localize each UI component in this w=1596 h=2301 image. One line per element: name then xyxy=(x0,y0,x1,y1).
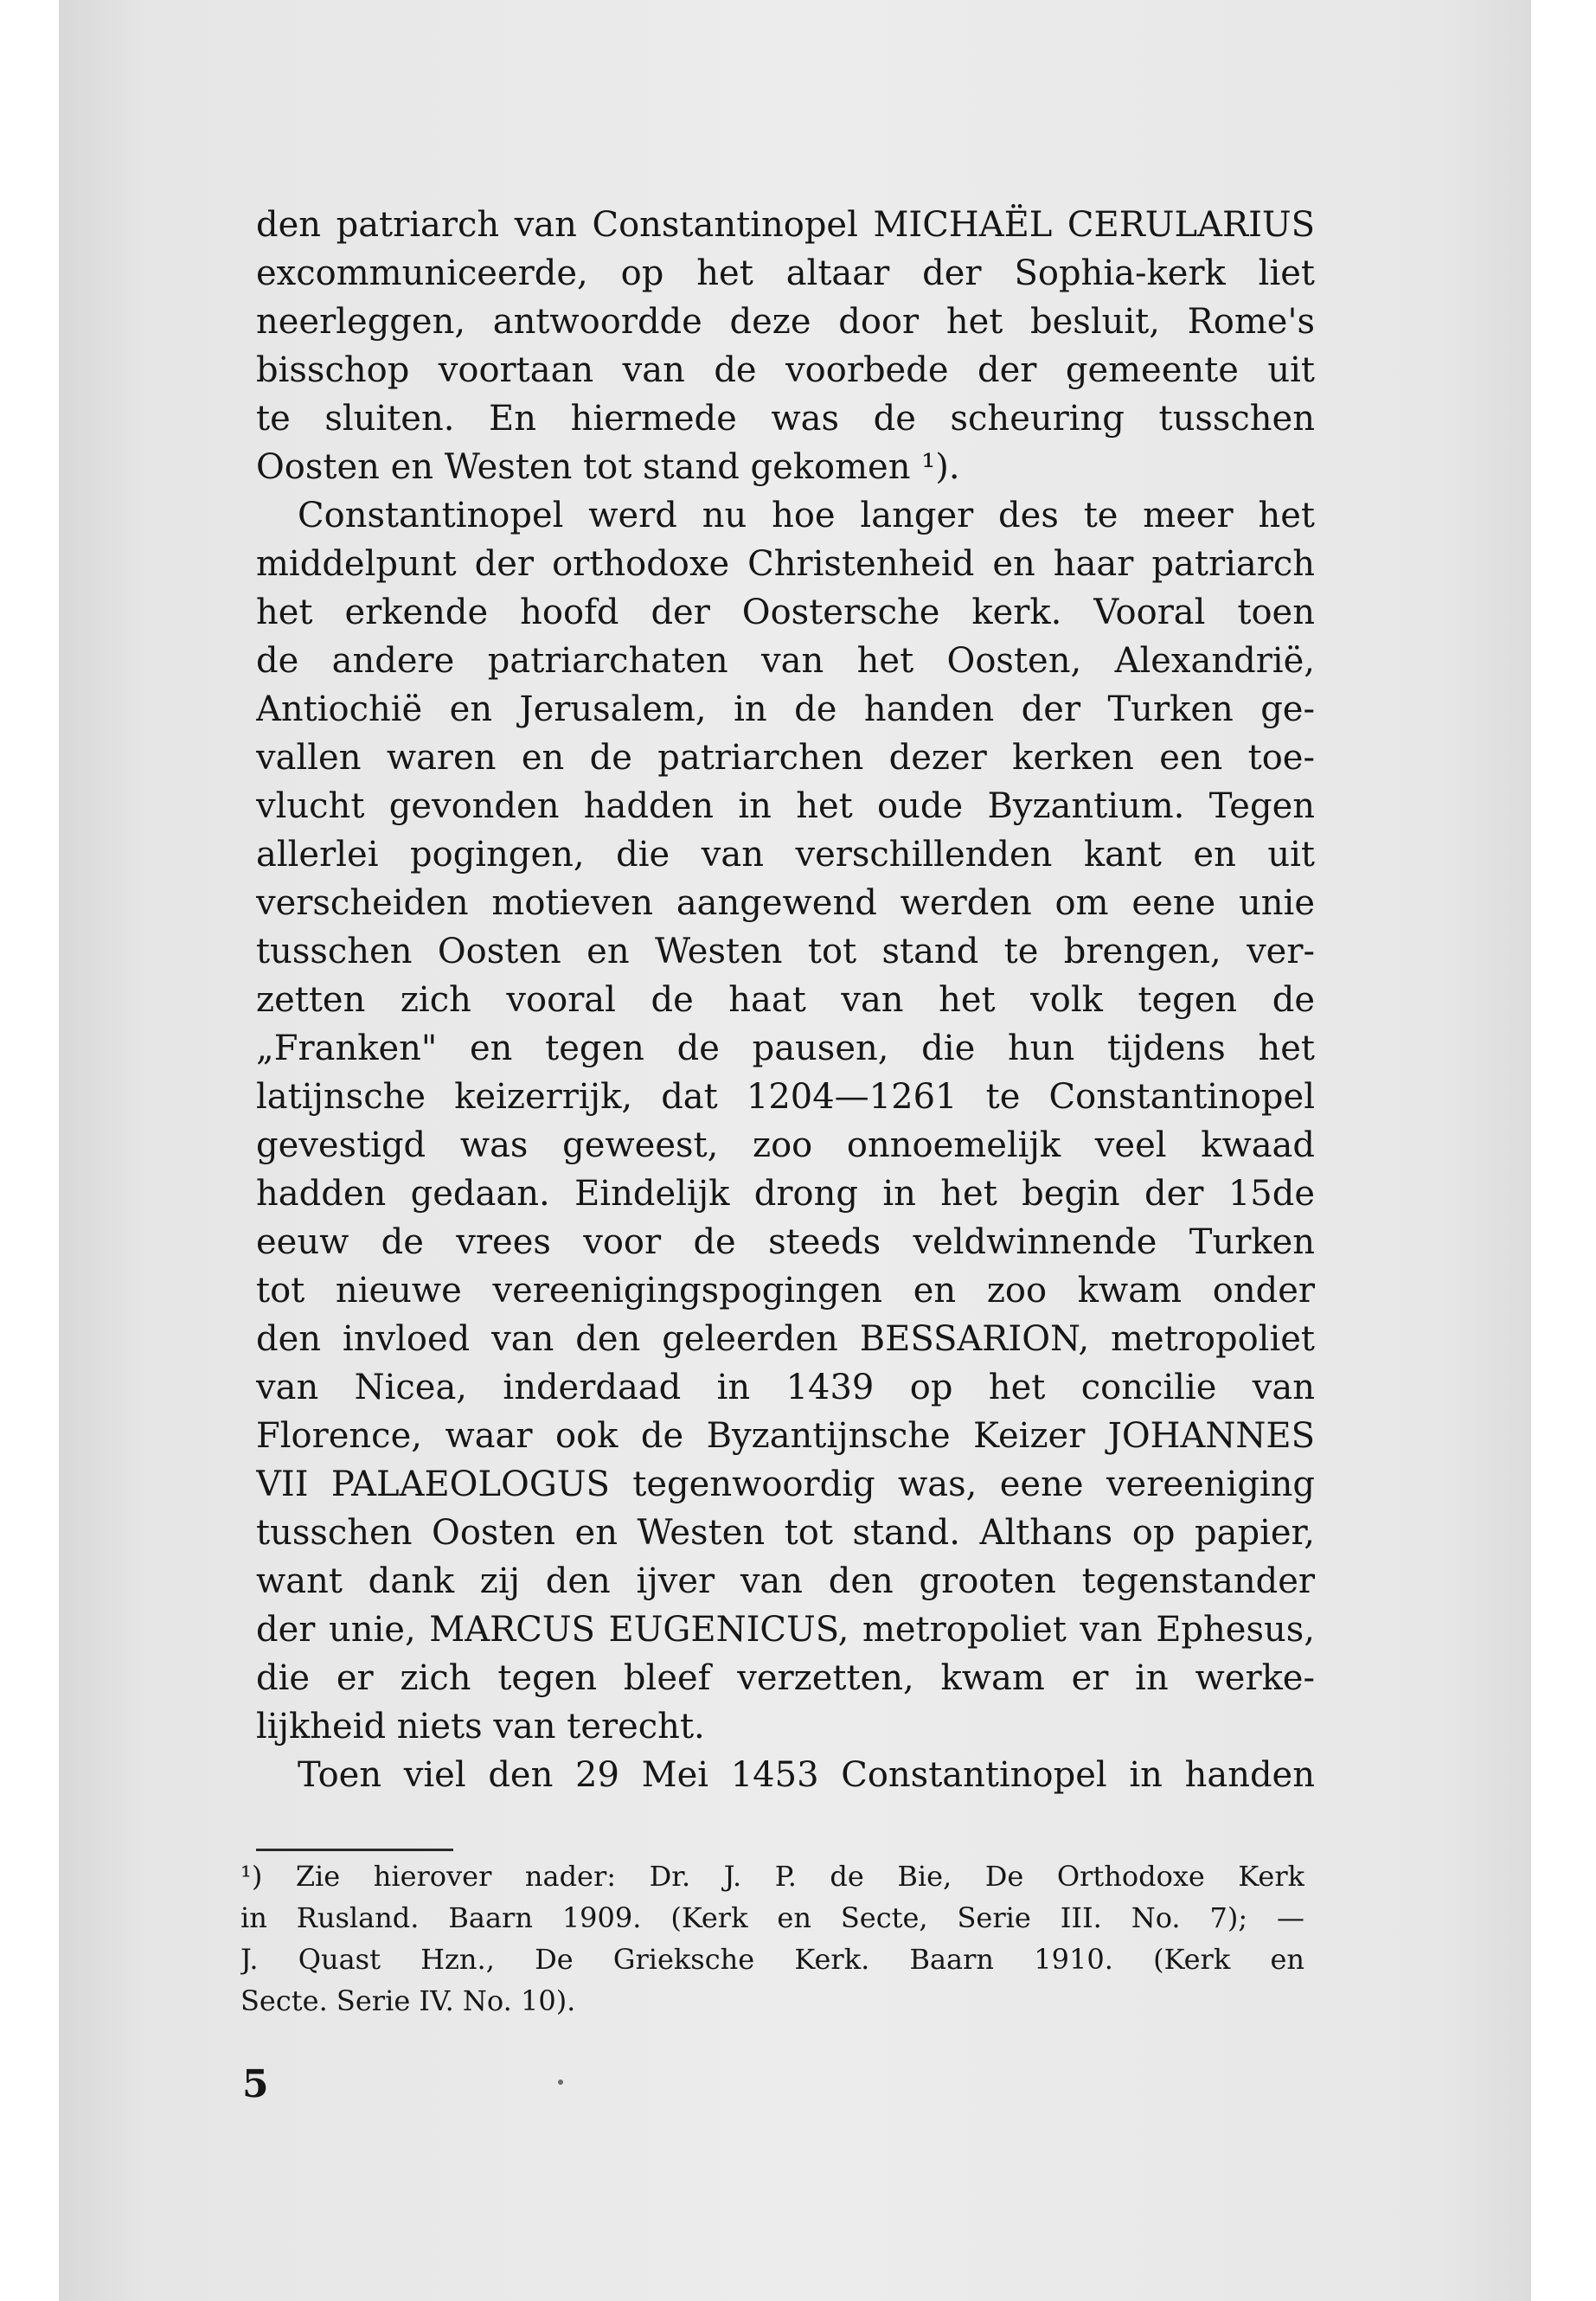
text-line: Oosten en Westen tot stand gekomen ¹). xyxy=(256,447,960,487)
text-line: zetten zich vooral de haat van het volk tegen de xyxy=(256,980,1315,1020)
text-line: de andere patriarchaten van het Oosten, Alexandrië, xyxy=(256,641,1315,681)
body-text xyxy=(256,201,1315,1799)
text-line: vallen waren en de patriarchen dezer kerken een toe- xyxy=(256,738,1315,778)
text-line: latijnsche keizerrijk, dat 1204—1261 te Constantinopel xyxy=(256,1077,1315,1117)
page-number: 5 xyxy=(242,2062,269,2106)
text-line: eeuw de vrees voor de steeds veldwinnende Turken xyxy=(256,1222,1315,1262)
footnote-line: J. Quast Hzn., De Grieksche Kerk. Baarn 1910. (Kerk en xyxy=(240,1943,1304,1976)
text-line: gevestigd was geweest, zoo onnoemelijk veel kwaad xyxy=(256,1125,1315,1165)
text-line: verscheiden motieven aangewend werden om eene unie xyxy=(256,883,1315,923)
footnote-line: ¹) Zie hierover nader: Dr. J. P. de Bie, De Orthodoxe Kerk xyxy=(240,1860,1304,1893)
text-line: Florence, waar ook de Byzantijnsche Keizer JOHANNES xyxy=(256,1416,1315,1456)
text-line: hadden gedaan. Eindelijk drong in het begin der 15de xyxy=(256,1174,1315,1214)
text-line: den patriarch van Constantinopel MICHAËL CERULARIUS xyxy=(256,205,1315,245)
text-line: neerleggen, antwoordde deze door het besluit, Rome's xyxy=(256,302,1315,342)
text-line: „Franken" en tegen de pausen, die hun tijdens het xyxy=(256,1029,1315,1068)
text-line: te sluiten. En hiermede was de scheuring tusschen xyxy=(256,399,1315,439)
text-line: der unie, MARCUS EUGENICUS, metropoliet van Ephesus, xyxy=(256,1610,1315,1650)
scan-speck xyxy=(558,2080,563,2085)
footnote-line: in Rusland. Baarn 1909. (Kerk en Secte, Serie III. No. 7); — xyxy=(240,1901,1304,1934)
text-line: lijkheid niets van terecht. xyxy=(256,1707,705,1747)
footnotes xyxy=(240,1856,1304,2022)
text-line: bisschop voortaan van de voorbede der gemeente uit xyxy=(256,350,1315,390)
text-line: Toen viel den 29 Mei 1453 Constantinopel in handen xyxy=(298,1755,1315,1795)
text-line: want dank zij den ijver van den grooten tegenstander xyxy=(256,1561,1315,1601)
footnote-line: Secte. Serie IV. No. 10). xyxy=(240,1984,576,2017)
footnote-divider xyxy=(256,1849,453,1851)
text-line: vlucht gevonden hadden in het oude Byzantium. Tegen xyxy=(256,786,1315,826)
text-line: tot nieuwe vereenigingspogingen en zoo kwam onder xyxy=(256,1271,1315,1311)
text-line: Constantinopel werd nu hoe langer des te meer het xyxy=(298,496,1315,535)
text-line: die er zich tegen bleef verzetten, kwam er in werke- xyxy=(256,1658,1315,1698)
text-line: middelpunt der orthodoxe Christenheid en haar patriarch xyxy=(256,544,1315,584)
text-line: tusschen Oosten en Westen tot stand te brengen, ver- xyxy=(256,932,1315,971)
text-line: het erkende hoofd der Oostersche kerk. Vooral toen xyxy=(256,593,1315,632)
text-line: van Nicea, inderdaad in 1439 op het concilie van xyxy=(256,1368,1315,1407)
text-line: VII PALAEOLOGUS tegenwoordig was, eene vereeniging xyxy=(256,1465,1315,1504)
text-line: excommuniceerde, op het altaar der Sophia-kerk liet xyxy=(256,253,1315,293)
text-line: den invloed van den geleerden BESSARION, metropoliet xyxy=(256,1319,1315,1359)
scan-margin xyxy=(1531,0,1596,2301)
text-line: Antiochië en Jerusalem, in de handen der Turken ge- xyxy=(256,689,1315,729)
text-line: tusschen Oosten en Westen tot stand. Althans op papier, xyxy=(256,1513,1315,1553)
text-line: allerlei pogingen, die van verschillenden kant en uit xyxy=(256,835,1315,875)
